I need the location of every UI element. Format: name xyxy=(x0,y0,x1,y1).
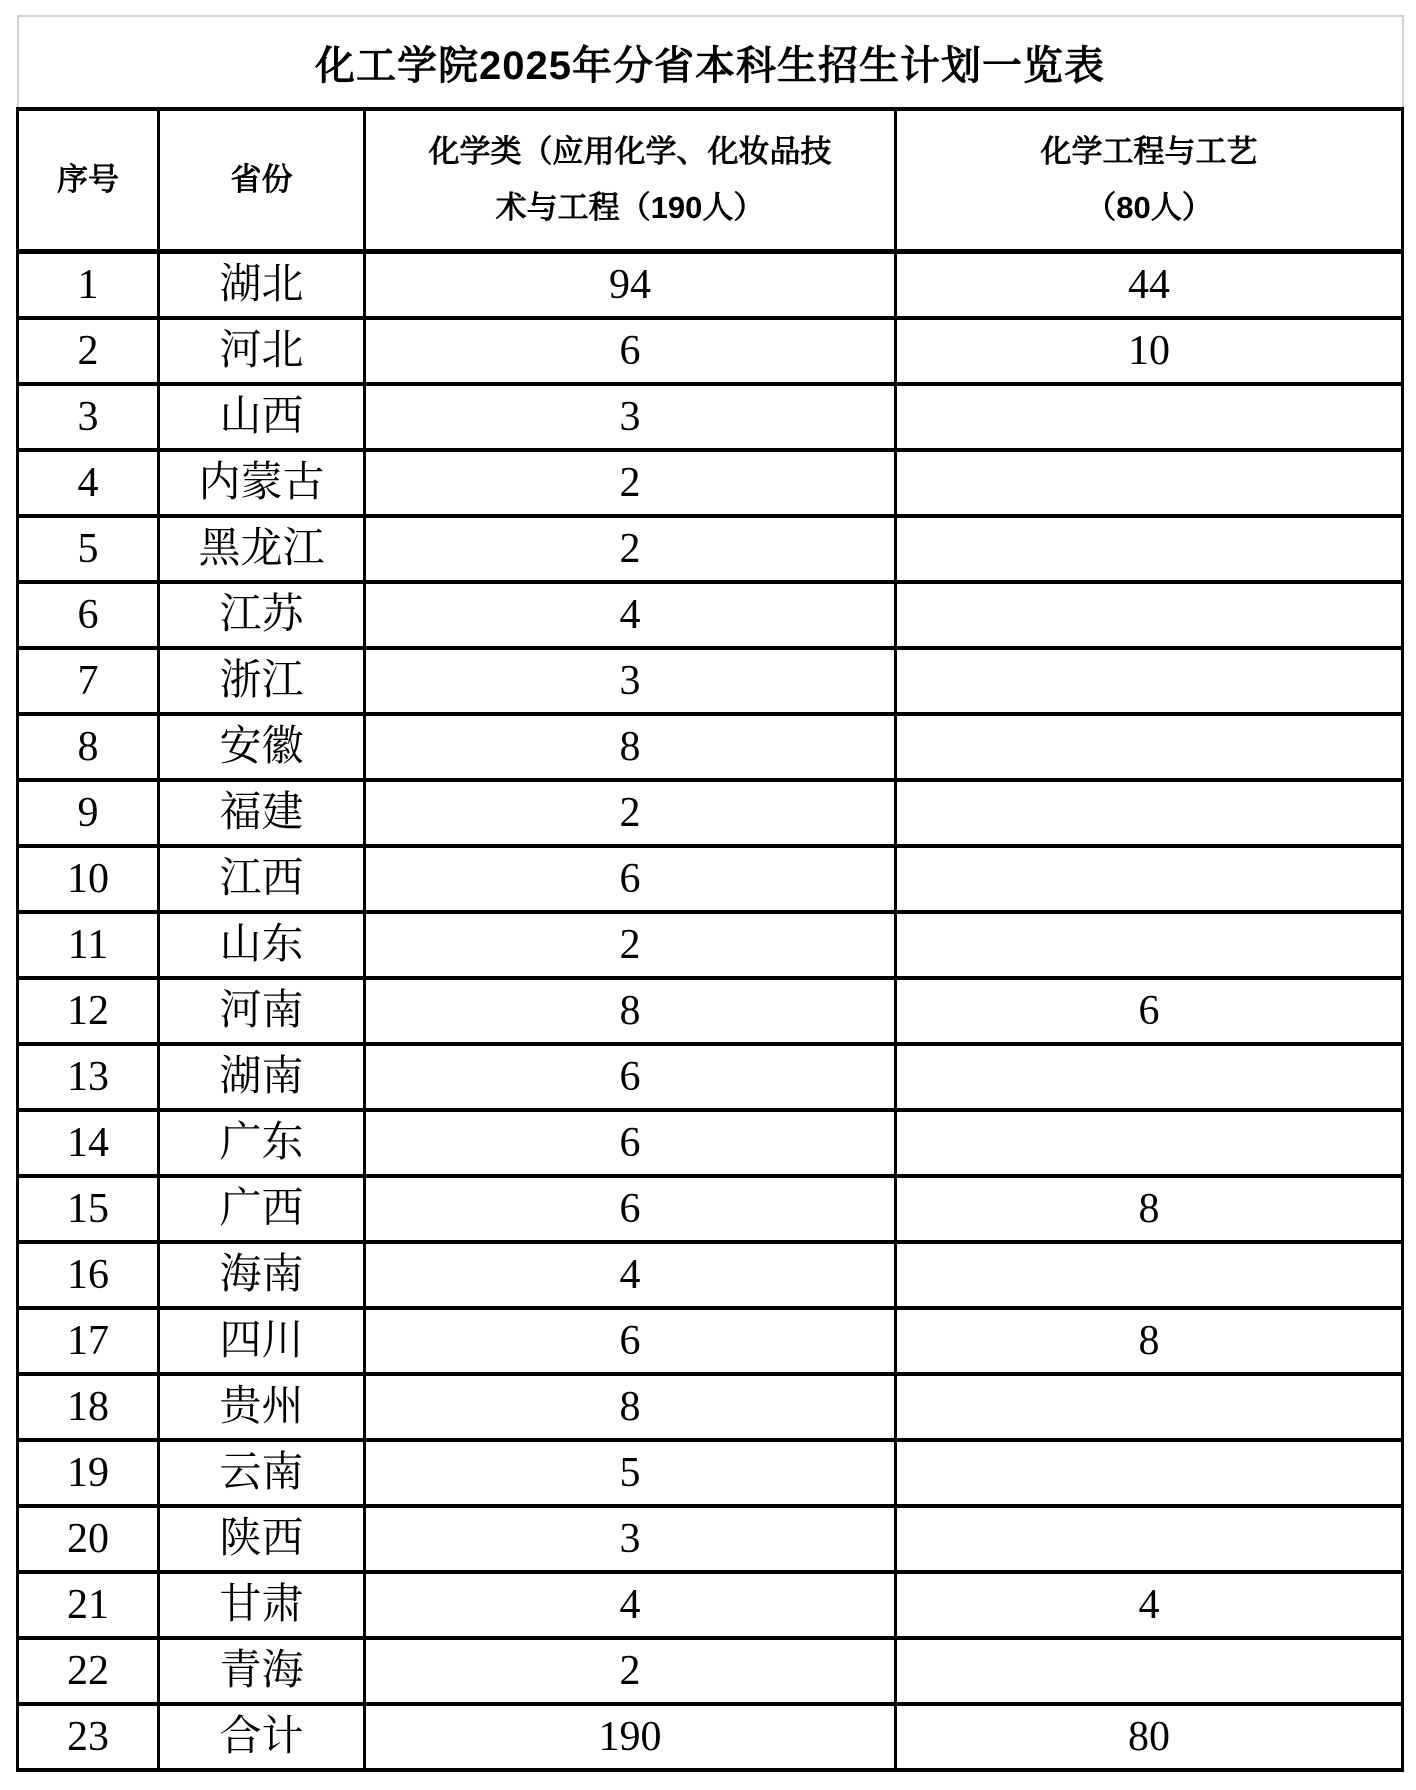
row-index-cell: 22 xyxy=(18,1638,159,1704)
chemistry-class-plan-cell: 2 xyxy=(365,450,896,516)
province-cell: 青海 xyxy=(159,1638,365,1704)
row-index-cell: 15 xyxy=(18,1176,159,1242)
chemistry-class-plan-cell: 190 xyxy=(365,1704,896,1770)
province-cell: 福建 xyxy=(159,780,365,846)
table-row xyxy=(18,1506,1403,1572)
row-index-cell: 19 xyxy=(18,1440,159,1506)
chemistry-class-plan-cell: 3 xyxy=(365,384,896,450)
chemical-engineering-plan-cell xyxy=(896,1044,1403,1110)
chemical-engineering-plan-cell: 4 xyxy=(896,1572,1403,1638)
chemistry-class-plan-cell: 3 xyxy=(365,1506,896,1572)
chemistry-class-plan-cell: 8 xyxy=(365,1374,896,1440)
table-row xyxy=(18,1110,1403,1176)
chemistry-class-plan-cell: 94 xyxy=(365,252,896,319)
table-row xyxy=(18,1176,1403,1242)
province-cell: 浙江 xyxy=(159,648,365,714)
column-header-chemical-engineering xyxy=(896,109,1403,252)
row-index-cell: 18 xyxy=(18,1374,159,1440)
table-row xyxy=(18,1704,1403,1770)
row-index-cell: 1 xyxy=(18,252,159,319)
table-row xyxy=(18,1242,1403,1308)
chemical-engineering-plan-cell xyxy=(896,1242,1403,1308)
chemical-engineering-plan-cell xyxy=(896,516,1403,582)
chemistry-class-plan-cell: 2 xyxy=(365,912,896,978)
table-row xyxy=(18,1638,1403,1704)
column-header-index: 序号 xyxy=(18,109,159,252)
chemistry-class-plan-cell: 4 xyxy=(365,1242,896,1308)
province-cell: 湖南 xyxy=(159,1044,365,1110)
province-cell: 黑龙江 xyxy=(159,516,365,582)
province-cell: 甘肃 xyxy=(159,1572,365,1638)
province-cell: 贵州 xyxy=(159,1374,365,1440)
chemical-engineering-plan-cell: 10 xyxy=(896,318,1403,384)
row-index-cell: 21 xyxy=(18,1572,159,1638)
province-cell: 河南 xyxy=(159,978,365,1044)
chemistry-class-plan-cell: 4 xyxy=(365,582,896,648)
table-row xyxy=(18,1044,1403,1110)
chemistry-class-plan-cell: 6 xyxy=(365,1308,896,1374)
province-cell: 广东 xyxy=(159,1110,365,1176)
column-header-province: 省份 xyxy=(159,109,365,252)
chemistry-class-plan-cell: 8 xyxy=(365,714,896,780)
column-header-chemical-engineering-line1: 化学工程与工艺 xyxy=(1040,134,1258,170)
header-row xyxy=(18,109,1403,252)
chemical-engineering-plan-cell xyxy=(896,1638,1403,1704)
table-row xyxy=(18,516,1403,582)
table-row xyxy=(18,648,1403,714)
chemistry-class-plan-cell: 5 xyxy=(365,1440,896,1506)
chemical-engineering-plan-cell: 8 xyxy=(896,1308,1403,1374)
province-cell: 四川 xyxy=(159,1308,365,1374)
row-index-cell: 4 xyxy=(18,450,159,516)
chemical-engineering-plan-cell xyxy=(896,450,1403,516)
table-row xyxy=(18,582,1403,648)
table-row xyxy=(18,714,1403,780)
chemistry-class-plan-cell: 6 xyxy=(365,846,896,912)
chemical-engineering-plan-cell xyxy=(896,1506,1403,1572)
chemistry-class-plan-cell: 3 xyxy=(365,648,896,714)
table-row xyxy=(18,912,1403,978)
province-cell: 山东 xyxy=(159,912,365,978)
table-row xyxy=(18,1572,1403,1638)
column-header-chemistry-class-line2: 术与工程（190人） xyxy=(495,190,765,225)
province-cell: 江苏 xyxy=(159,582,365,648)
table-row xyxy=(18,450,1403,516)
table-body xyxy=(18,252,1403,1771)
chemistry-class-plan-cell: 6 xyxy=(365,1044,896,1110)
enrollment-plan-table xyxy=(16,15,1404,1772)
row-index-cell: 16 xyxy=(18,1242,159,1308)
chemical-engineering-plan-cell xyxy=(896,582,1403,648)
province-cell: 湖北 xyxy=(159,252,365,319)
chemical-engineering-plan-cell xyxy=(896,846,1403,912)
row-index-cell: 11 xyxy=(18,912,159,978)
chemistry-class-plan-cell: 6 xyxy=(365,1176,896,1242)
table-row xyxy=(18,780,1403,846)
row-index-cell: 3 xyxy=(18,384,159,450)
chemical-engineering-plan-cell xyxy=(896,384,1403,450)
row-index-cell: 5 xyxy=(18,516,159,582)
table-row xyxy=(18,978,1403,1044)
province-cell: 海南 xyxy=(159,1242,365,1308)
row-index-cell: 20 xyxy=(18,1506,159,1572)
chemistry-class-plan-cell: 8 xyxy=(365,978,896,1044)
chemistry-class-plan-cell: 6 xyxy=(365,318,896,384)
row-index-cell: 23 xyxy=(18,1704,159,1770)
chemical-engineering-plan-cell: 6 xyxy=(896,978,1403,1044)
chemical-engineering-plan-cell xyxy=(896,1110,1403,1176)
province-cell: 陕西 xyxy=(159,1506,365,1572)
chemistry-class-plan-cell: 6 xyxy=(365,1110,896,1176)
title-row xyxy=(18,16,1403,109)
chemistry-class-plan-cell: 2 xyxy=(365,516,896,582)
page-title: 化工学院2025年分省本科生招生计划一览表 xyxy=(18,16,1403,109)
column-header-chemistry-class-line1: 化学类（应用化学、化妆品技 xyxy=(428,134,832,170)
chemistry-class-plan-cell: 4 xyxy=(365,1572,896,1638)
table-row xyxy=(18,384,1403,450)
column-header-chemistry-class xyxy=(365,109,896,252)
province-cell: 广西 xyxy=(159,1176,365,1242)
row-index-cell: 17 xyxy=(18,1308,159,1374)
table-row xyxy=(18,1308,1403,1374)
province-cell: 合计 xyxy=(159,1704,365,1770)
chemical-engineering-plan-cell: 80 xyxy=(896,1704,1403,1770)
row-index-cell: 14 xyxy=(18,1110,159,1176)
chemical-engineering-plan-cell xyxy=(896,1440,1403,1506)
column-header-chemical-engineering-line2: （80人） xyxy=(1085,190,1213,225)
chemical-engineering-plan-cell: 8 xyxy=(896,1176,1403,1242)
row-index-cell: 6 xyxy=(18,582,159,648)
chemical-engineering-plan-cell: 44 xyxy=(896,252,1403,319)
chemical-engineering-plan-cell xyxy=(896,912,1403,978)
table-row xyxy=(18,1440,1403,1506)
province-cell: 山西 xyxy=(159,384,365,450)
row-index-cell: 13 xyxy=(18,1044,159,1110)
row-index-cell: 12 xyxy=(18,978,159,1044)
chemical-engineering-plan-cell xyxy=(896,780,1403,846)
chemical-engineering-plan-cell xyxy=(896,714,1403,780)
province-cell: 安徽 xyxy=(159,714,365,780)
row-index-cell: 10 xyxy=(18,846,159,912)
chemical-engineering-plan-cell xyxy=(896,648,1403,714)
province-cell: 河北 xyxy=(159,318,365,384)
province-cell: 内蒙古 xyxy=(159,450,365,516)
table-row xyxy=(18,318,1403,384)
chemical-engineering-plan-cell xyxy=(896,1374,1403,1440)
row-index-cell: 2 xyxy=(18,318,159,384)
province-cell: 江西 xyxy=(159,846,365,912)
table-row xyxy=(18,846,1403,912)
table-row xyxy=(18,1374,1403,1440)
chemistry-class-plan-cell: 2 xyxy=(365,1638,896,1704)
table-row xyxy=(18,252,1403,319)
province-cell: 云南 xyxy=(159,1440,365,1506)
chemistry-class-plan-cell: 2 xyxy=(365,780,896,846)
row-index-cell: 7 xyxy=(18,648,159,714)
row-index-cell: 9 xyxy=(18,780,159,846)
row-index-cell: 8 xyxy=(18,714,159,780)
